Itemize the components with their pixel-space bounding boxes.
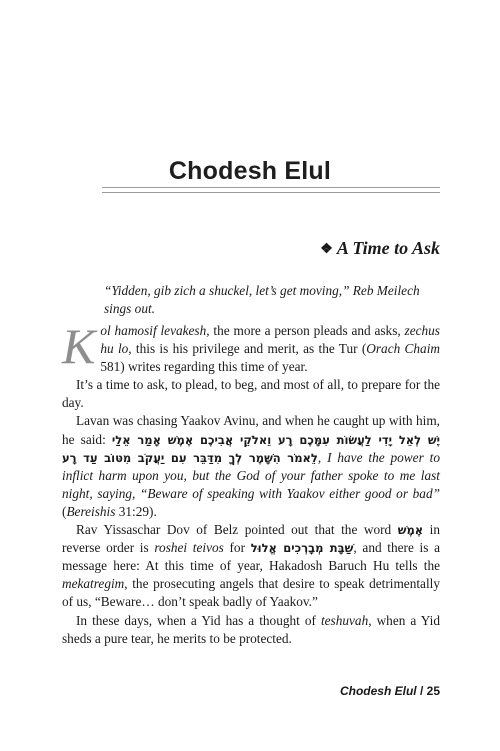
- paragraph-4: [62, 521, 440, 611]
- drop-cap: K: [62, 318, 96, 374]
- text-run: for: [223, 540, 251, 556]
- hebrew-word: אֶמֶשׁ: [397, 523, 424, 538]
- page-number: 25: [426, 684, 440, 698]
- italic-run: Orach Chaim: [366, 341, 440, 357]
- italic-run: mekatregim: [62, 576, 125, 592]
- section-heading-text: A Time to Ask: [336, 238, 440, 258]
- footer-title: Chodesh Elul: [339, 684, 417, 698]
- epigraph: “Yidden, gib zich a shuckel, let’s get moving,” Reb Meilech sings out.: [104, 283, 420, 316]
- hebrew-quote: יֶשׁ לְאֵל יָדִי לַעֲשׂוֹת עִמָּכֶם רָע וֵאלֹקֵי אֲבִיכֶם אֶמֶשׁ אָמַר אֵלַי לֵאמֹר הִשָּׁמֶר לְךָ מִדַּבֵּר עִם יַעֲקֹב מִטּוֹב עַד רָע: [62, 432, 440, 465]
- text-run: , this is his privilege and merit, as the Tur (: [128, 341, 367, 357]
- chapter-title: Chodesh Elul: [168, 156, 332, 185]
- title-rule-bottom: [102, 192, 440, 193]
- footer-separator: /: [416, 684, 427, 698]
- text-run: (: [62, 503, 67, 519]
- paragraph-2: It’s a time to ask, to plead, to beg, and most of all, to prepare for the day.: [62, 377, 440, 411]
- italic-run: zechus hu lo: [100, 323, 440, 357]
- lead-phrase: ol hamosif levakesh: [100, 323, 207, 338]
- italic-run: Bereishis: [66, 503, 116, 519]
- body-text: [62, 318, 441, 648]
- paragraph-5: [62, 612, 440, 648]
- italic-run: roshei teivos: [154, 540, 224, 556]
- text-run: in reverse order is: [62, 522, 441, 556]
- diamond-bullet-icon: ❖: [320, 242, 333, 257]
- italic-run: , I have the power to inflict harm upon you, but the God of your father spoke to me last night, saying, “Beware of speaking with Yaakov either good or bad”: [62, 449, 440, 501]
- paragraph-1: [62, 318, 440, 376]
- text-run: Lavan was chasing Yaakov Avinu, and when he caught up with him, he said:: [62, 413, 440, 447]
- title-rule-top: [102, 187, 440, 188]
- text-run: , the prosecuting angels that desire to speak detrimentally of us, “Beware… don’t speak badly of Yaakov.”: [62, 576, 440, 610]
- text-run: , when a Yid sheds a pure tear, he merits to be protected.: [62, 612, 441, 646]
- text-run: 581) writes regarding this time of year.: [100, 359, 308, 375]
- text-run: , and there is a message here: At this time of year, Hakadosh Baruch Hu tells the: [62, 540, 441, 574]
- text-run: In these days, when a Yid has a thought of: [76, 612, 321, 628]
- italic-run: teshuvah: [320, 612, 369, 628]
- text-run: 31:29).: [115, 503, 157, 519]
- page-footer: [340, 684, 440, 698]
- text-run: Rav Yissaschar Dov of Belz pointed out that the word: [76, 522, 398, 538]
- paragraph-3: [62, 412, 440, 521]
- section-heading: [320, 238, 440, 259]
- text-run: , the more a person pleads and asks,: [206, 323, 405, 338]
- hebrew-phrase: שַׁבָּת מְבָרְכִים אֱלוּל: [250, 541, 354, 556]
